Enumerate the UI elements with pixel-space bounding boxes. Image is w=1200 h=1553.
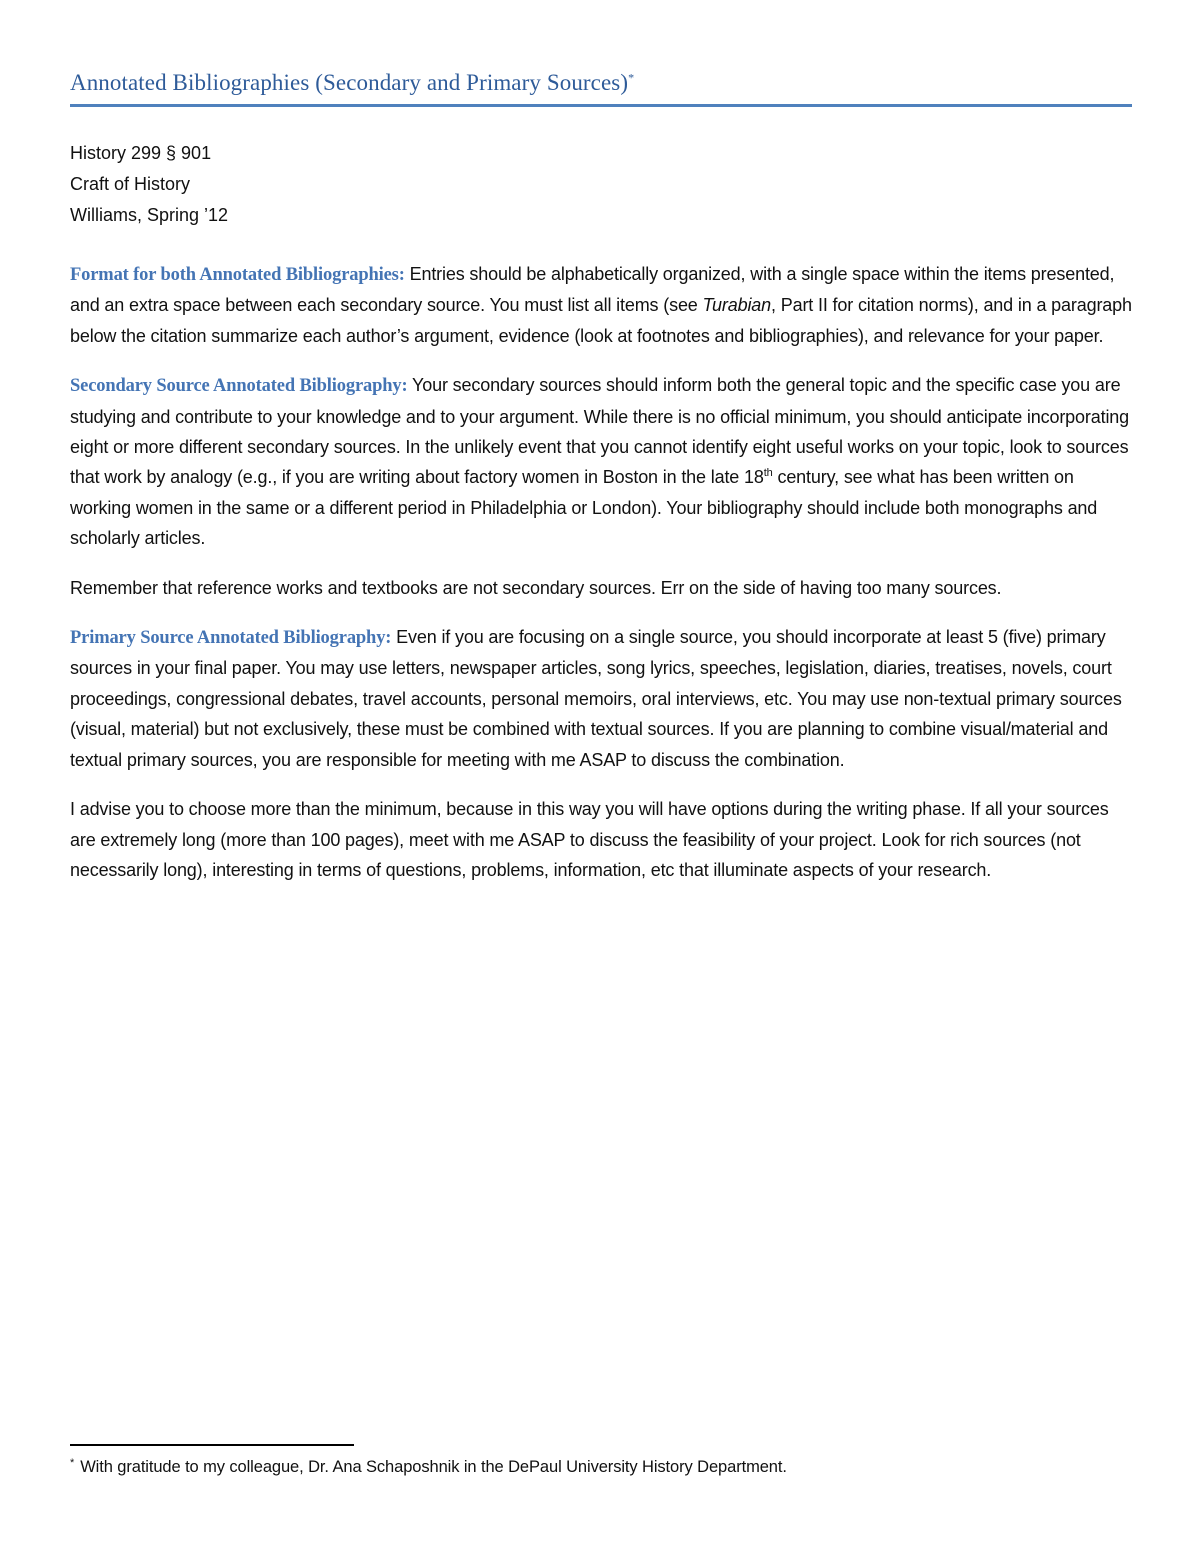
secondary-paragraph [70,370,1132,553]
secondary-heading: Secondary Source Annotated Bibliography: [70,376,408,397]
footnote-mark: * [70,1456,75,1469]
primary-text: Even if you are focusing on a single source, you should incorporate at least 5 (five) primary sources in your final paper. You may use letters, newspaper articles, song lyrics, speeches, legislation, diaries, treatises, novels, court proceedings, congressional debates, travel accounts, personal memoirs, oral interviews, etc. You may use non-textual primary sources (visual, material) but not exclusively, these must be combined with textual sources. If you are planning to combine visual/material and textual primary sources, you are responsible for meeting with me ASAP to discuss the combination. [70,627,1122,770]
primary-heading: Primary Source Annotated Bibliography: [70,628,392,649]
instructor-term: Williams, Spring ’12 [70,205,229,225]
course-name: Craft of History [70,174,191,194]
title-text: Annotated Bibliographies (Secondary and Primary Sources) [70,70,629,95]
footnote [70,1458,787,1477]
turabian-italic: Turabian [702,295,772,316]
course-number: History 299 § 901 [70,143,212,163]
course-header [70,138,228,231]
title-underline [70,104,1132,107]
secondary-text-a: Your secondary sources should inform both the general topic and the specific case you are studying and contribute to your knowledge and to your argument. While there is no official minimum, you should anticipate incorporating eight or more different secondary sources. In the unlikely event that you cannot identify eight useful works on your topic, look to sources that work by analogy (e.g., if you are writing about factory women in Boston in the late 18 [70,375,1130,488]
format-heading: Format for both Annotated Bibliographies: [70,265,405,285]
format-text-a: Entries should be alphabetically organized, with a single space within the items presented, and an extra space between each secondary source. You must list all items (see [70,264,1115,316]
footnote-separator [70,1444,354,1446]
format-text-b: , Part II for citation norms), and in a paragraph below the citation summarize each author’s argument, evidence (look at footnotes and bibliographies), and relevance for your paper. [70,295,1132,346]
document-title [70,70,1132,96]
primary-paragraph [70,622,1132,775]
ordinal-superscript: th [763,467,773,480]
document-body [70,259,1132,904]
title-footnote-mark: * [628,70,635,85]
reminder-paragraph: Remember that reference works and textbooks are not secondary sources. Err on the side of having too many sources. [70,577,1002,598]
advice-paragraph: I advise you to choose more than the minimum, because in this way you will have options during the writing phase. If all your sources are extremely long (more than 100 pages), meet with me ASAP to discuss the feasibility of your project. Look for rich sources (not necessarily long), interesting in terms of questions, problems, information, etc that illuminate aspects of your research. [70,799,1109,880]
secondary-text-b: century, see what has been written on working women in the same or a different period in Philadelphia or London). Your bibliography should include both monographs and scholarly articles. [70,467,1098,549]
format-paragraph [70,259,1132,351]
footnote-text: With gratitude to my colleague, Dr. Ana Schaposhnik in the DePaul University History Department. [80,1458,787,1476]
